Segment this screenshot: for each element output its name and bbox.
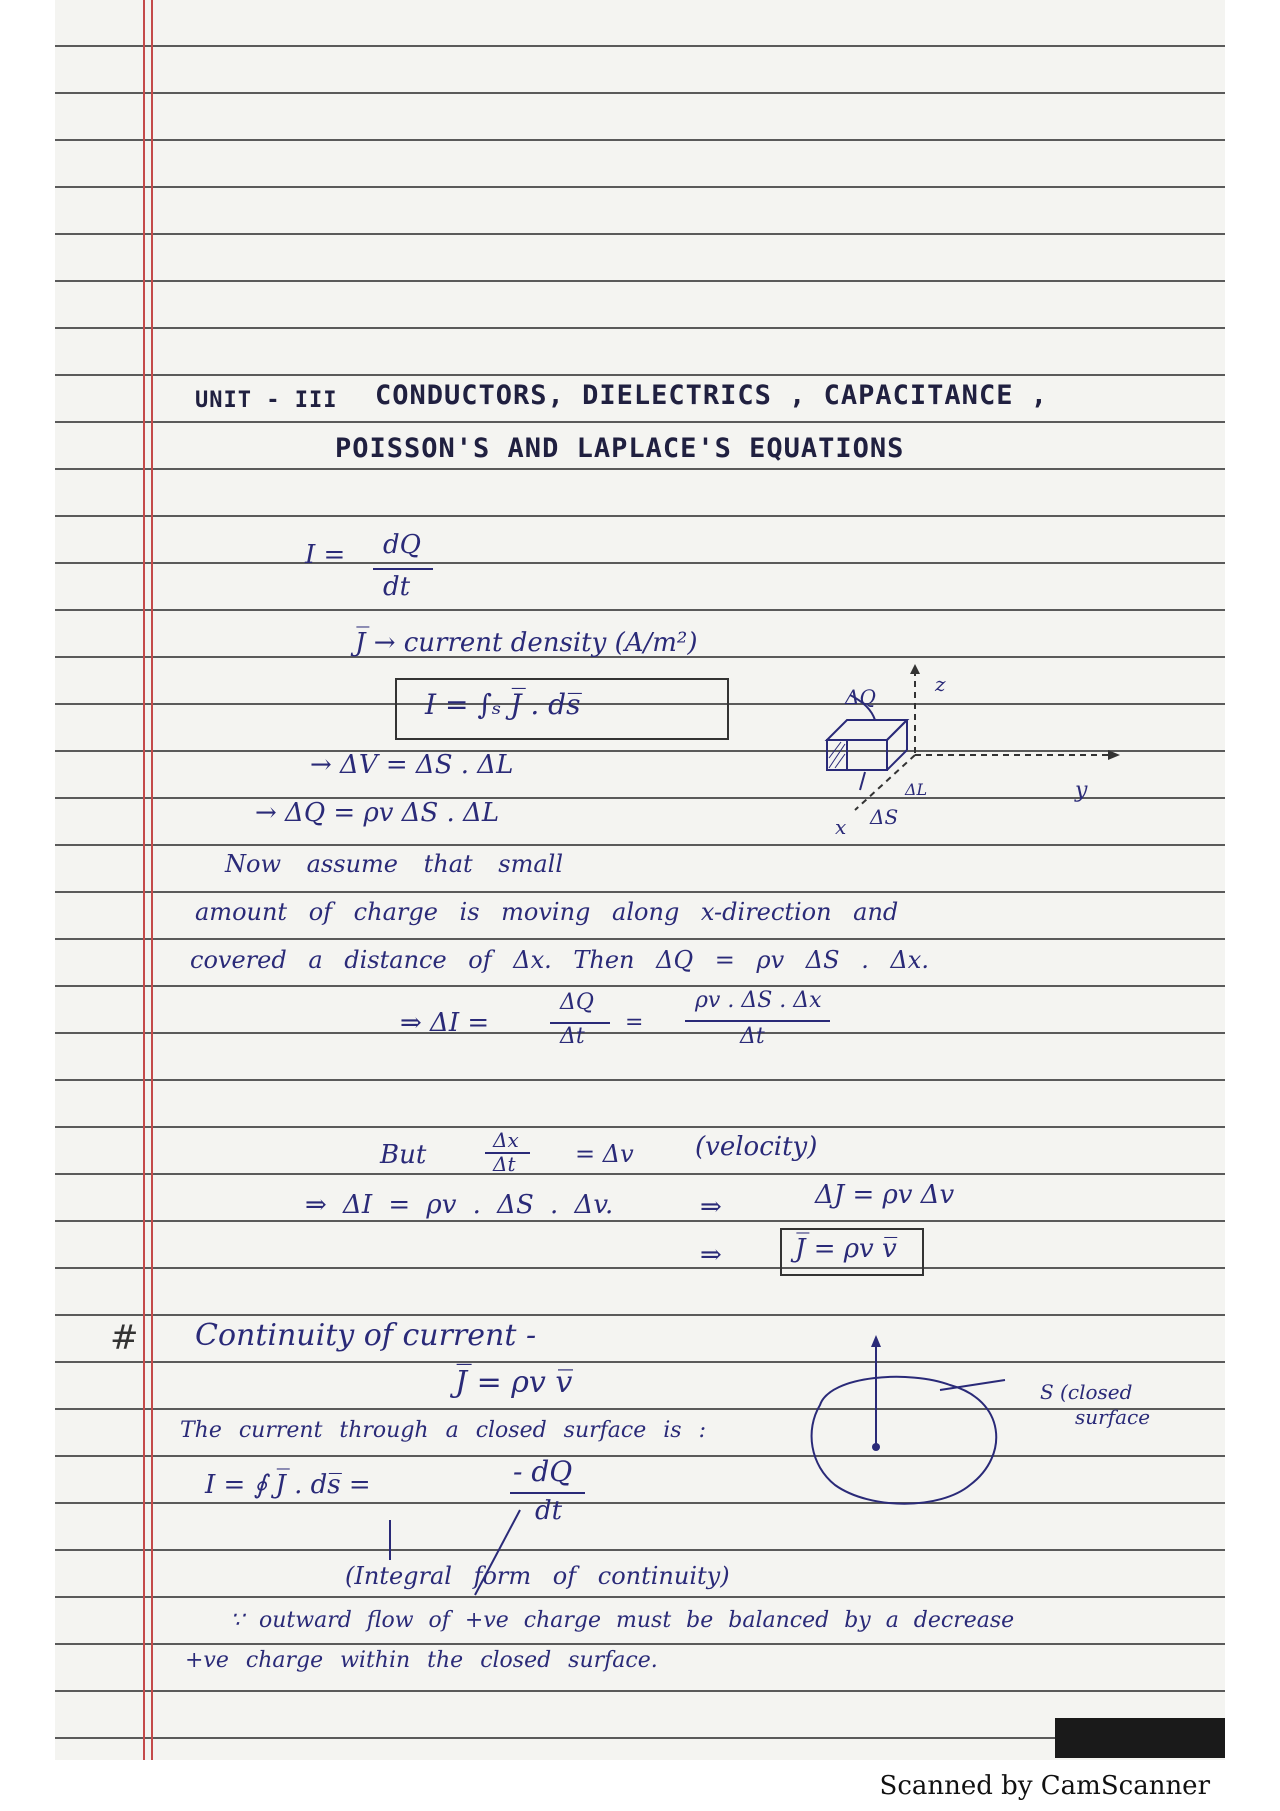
box-top-face bbox=[827, 720, 907, 740]
y-axis-arrow bbox=[1108, 750, 1120, 760]
margin-hash-mark: # bbox=[110, 1318, 139, 1358]
figure-label-ds: ΔS bbox=[870, 805, 899, 829]
center-point bbox=[872, 1443, 880, 1451]
scanner-watermark: Scanned by CamScanner bbox=[879, 1771, 1210, 1801]
notebook-page bbox=[55, 0, 1225, 1760]
page-title-line2: POISSON'S AND LAPLACE'S EQUATIONS bbox=[335, 433, 905, 464]
delta-current-numerator: ΔQ bbox=[560, 990, 594, 1015]
velocity-note: (velocity) bbox=[695, 1132, 818, 1162]
velocity-rhs: = Δv bbox=[575, 1140, 634, 1168]
velocity-denominator: Δt bbox=[493, 1152, 516, 1176]
page-title-line1: CONDUCTORS, DIELECTRICS , CAPACITANCE , bbox=[375, 380, 1048, 411]
continuity-denominator: dt bbox=[535, 1496, 563, 1526]
integral-form-note: (Integral form of continuity) bbox=[345, 1562, 730, 1590]
annotation-arrows bbox=[315, 1500, 595, 1610]
implies-arrow: ⇒ bbox=[700, 1192, 722, 1222]
volume-element-equation: → ΔV = ΔS . ΔL bbox=[310, 750, 514, 780]
figure-label-dq: ΔQ bbox=[845, 685, 876, 709]
current-integral: I = ∫ₛ J̅ . ds̅ bbox=[425, 688, 581, 721]
continuity-note-line1: ∵ outward flow of +ve charge must be balanced by a decrease bbox=[230, 1608, 1015, 1633]
charge-element-equation: → ΔQ = ρv ΔS . ΔL bbox=[255, 798, 500, 828]
delta-current-density: ΔJ = ρv Δv bbox=[815, 1180, 955, 1210]
delta-current-result: ⇒ ΔI = ρv . ΔS . Δv. bbox=[305, 1190, 614, 1220]
scan-edge-shadow bbox=[1055, 1718, 1225, 1758]
closed-surface-outline bbox=[812, 1377, 997, 1504]
closed-surface-statement: The current through a closed surface is : bbox=[180, 1418, 706, 1443]
closed-surface-figure bbox=[790, 1335, 1020, 1535]
continuity-note-line2: +ve charge within the closed surface. bbox=[185, 1648, 658, 1673]
figure-label-x: x bbox=[835, 815, 847, 839]
delta-current-lhs: ⇒ ΔI = bbox=[400, 1008, 490, 1038]
paragraph-line-1: Now assume that small bbox=[225, 850, 564, 878]
ds-pointer bbox=[860, 772, 865, 790]
implies-arrow: ⇒ bbox=[700, 1240, 722, 1270]
delta-current-denominator: Δt bbox=[560, 1024, 585, 1049]
continuity-current-density: J̅ = ρv v̅ bbox=[455, 1365, 573, 1400]
figure-label-z: z bbox=[935, 672, 946, 696]
fraction-bar bbox=[685, 1020, 830, 1022]
paragraph-line-3: covered a distance of Δx. Then ΔQ = ρv ΔS . Δx. bbox=[190, 946, 929, 974]
current-definition-numerator: dQ bbox=[383, 530, 421, 560]
current-density-boxed: J̅ = ρv v̅ bbox=[795, 1234, 897, 1264]
delta-current-denominator-2: Δt bbox=[740, 1024, 765, 1049]
continuity-numerator: - dQ bbox=[513, 1455, 573, 1488]
margin-line-right bbox=[151, 0, 153, 1760]
velocity-numerator: Δx bbox=[493, 1128, 519, 1152]
box-side-face bbox=[847, 740, 887, 770]
paragraph-line-2: amount of charge is moving along x-direction and bbox=[195, 898, 899, 926]
but-label: But bbox=[380, 1140, 427, 1170]
current-definition-denominator: dt bbox=[383, 572, 411, 602]
surface-label-line2: surface bbox=[1075, 1405, 1151, 1429]
current-definition-lhs: I = bbox=[305, 540, 346, 570]
current-density-definition: J̅ → current density (A/m²) bbox=[355, 628, 698, 658]
surface-label-line1: S (closed bbox=[1040, 1380, 1133, 1404]
margin-line-left bbox=[143, 0, 145, 1760]
fraction-bar bbox=[373, 568, 433, 570]
equals-sign: = bbox=[625, 1010, 644, 1035]
section-heading-continuity: Continuity of current - bbox=[195, 1318, 537, 1353]
z-axis-arrow bbox=[910, 664, 920, 674]
continuity-integral-lhs: I = ∮ J̅ . ds̅ = bbox=[205, 1470, 371, 1500]
figure-label-y: y bbox=[1075, 778, 1088, 803]
figure-label-dl: ΔL bbox=[905, 780, 928, 799]
delta-current-numerator-2: ρv . ΔS . Δx bbox=[695, 988, 822, 1013]
fraction-bar bbox=[510, 1492, 585, 1494]
unit-label: UNIT - III bbox=[195, 388, 338, 413]
